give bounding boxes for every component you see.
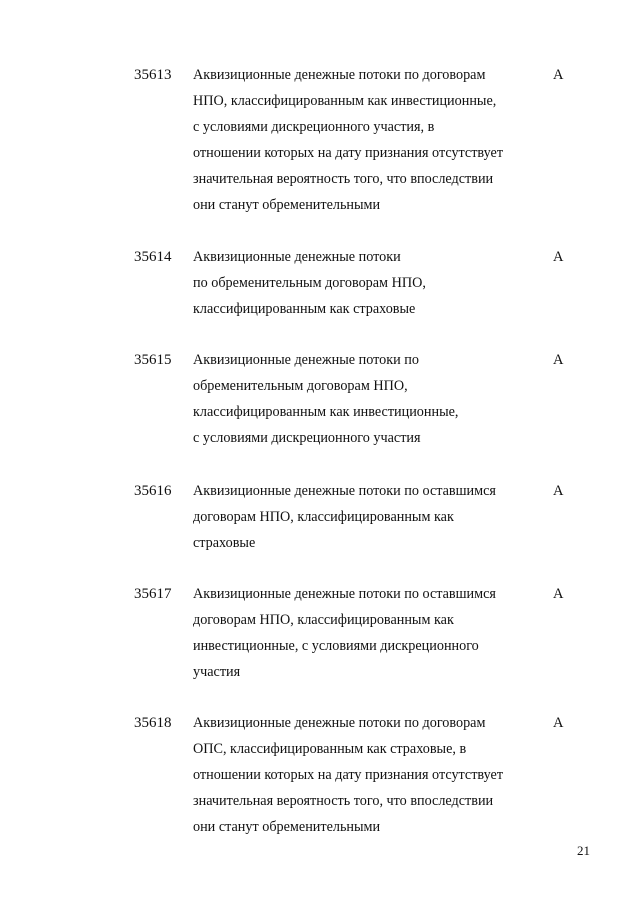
description-line: Аквизиционные денежные потоки по договорам bbox=[193, 67, 486, 83]
entry-code: 35614 bbox=[134, 249, 172, 265]
entry-description bbox=[193, 244, 533, 322]
description-line: Аквизиционные денежные потоки по договорам bbox=[193, 715, 486, 731]
entry-mark: А bbox=[553, 249, 564, 265]
description-line: значительная вероятность того, что впоследствии bbox=[193, 793, 494, 809]
description-line: отношении которых на дату признания отсутствует bbox=[193, 145, 504, 161]
description-line: классифицированным как инвестиционные, bbox=[193, 404, 459, 420]
description-line: страховые bbox=[193, 535, 256, 551]
description-line: обременительным договорам НПО, bbox=[193, 378, 408, 394]
entry-mark: А bbox=[553, 67, 564, 83]
description-line: НПО, классифицированным как инвестиционные, bbox=[193, 93, 497, 109]
description-line: Аквизиционные денежные потоки bbox=[193, 249, 401, 265]
page-number: 21 bbox=[577, 843, 590, 858]
description-line: с условиями дискреционного участия, в bbox=[193, 119, 435, 135]
description-line: ОПС, классифицированным как страховые, в bbox=[193, 741, 467, 757]
entry-code: 35613 bbox=[134, 67, 172, 83]
description-line: с условиями дискреционного участия bbox=[193, 430, 421, 446]
entry-description bbox=[193, 710, 533, 840]
description-line: они станут обременительными bbox=[193, 819, 381, 835]
description-line: они станут обременительными bbox=[193, 197, 381, 213]
description-line: участия bbox=[193, 664, 241, 680]
entry-description bbox=[193, 62, 533, 218]
entry-code: 35618 bbox=[134, 715, 172, 731]
entry-description bbox=[193, 478, 533, 556]
entry-description bbox=[193, 581, 533, 685]
entry-mark: А bbox=[553, 586, 564, 602]
entry-code: 35616 bbox=[134, 483, 172, 499]
description-line: классифицированным как страховые bbox=[193, 301, 416, 317]
description-line: договорам НПО, классифицированным как bbox=[193, 612, 454, 628]
description-line: договорам НПО, классифицированным как bbox=[193, 509, 454, 525]
description-line: значительная вероятность того, что впоследствии bbox=[193, 171, 494, 187]
description-line: Аквизиционные денежные потоки по bbox=[193, 352, 419, 368]
entry-code: 35615 bbox=[134, 352, 172, 368]
description-line: по обременительным договорам НПО, bbox=[193, 275, 426, 291]
entry-mark: А bbox=[553, 483, 564, 499]
entry-description bbox=[193, 347, 533, 451]
description-line: Аквизиционные денежные потоки по оставшимся bbox=[193, 586, 496, 602]
entry-mark: А bbox=[553, 352, 564, 368]
description-line: инвестиционные, с условиями дискреционного bbox=[193, 638, 479, 654]
entry-code: 35617 bbox=[134, 586, 172, 602]
description-line: отношении которых на дату признания отсутствует bbox=[193, 767, 504, 783]
description-line: Аквизиционные денежные потоки по оставшимся bbox=[193, 483, 496, 499]
entry-mark: А bbox=[553, 715, 564, 731]
